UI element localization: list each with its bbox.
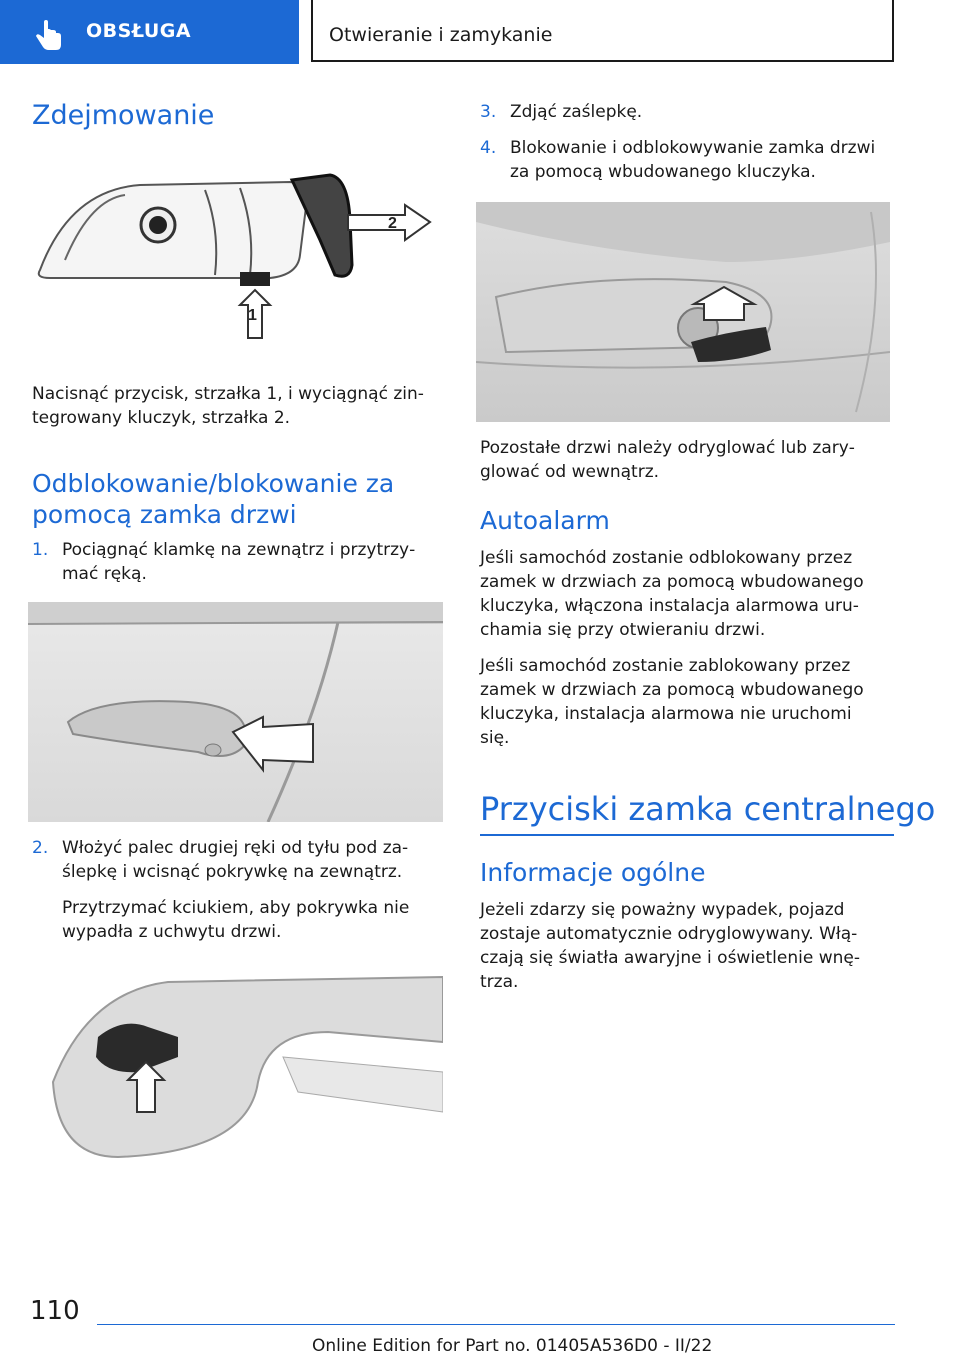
alarm-paragraph-1: Jeśli samochód zostanie odblokowany przez zamek w drzwiach za pomocą wbudowanego kluczyka, włączona instalacja alarmowa uru‐ chamia się przy otwieraniu drzwi. — [480, 548, 864, 640]
central-heading-rule — [480, 834, 894, 836]
step-4: 4. Blokowanie i odblokowywanie zamka drzwi za pomocą wbudowanego kluczyka. — [480, 138, 876, 182]
heading-central-locking: Przyciski zamka centralnego — [480, 790, 936, 828]
section-label: OBSŁUGA — [86, 20, 192, 42]
door-handle-photo — [28, 602, 443, 822]
chapter-header — [311, 0, 894, 62]
general-info-paragraph: Jeżeli zdarzy się poważny wypadek, pojazd zostaje automatycznie odryglowywany. Włą‐ czają się światła awaryjne i oświetlenie wnę‐ trza. — [480, 900, 860, 992]
press-button-paragraph: Nacisnąć przycisk, strzałka 1, i wyciągnąć zin‐ tegrowany kluczyk, strzałka 2. — [32, 384, 424, 428]
key-illustration — [30, 160, 442, 360]
edition-footer: Online Edition for Part no. 01405A536D0 - II/22 — [312, 1336, 713, 1356]
callout-2: 2 — [388, 215, 397, 232]
step-3: 3. Zdjąć zaślepkę. — [480, 102, 643, 122]
step-1: 1. Pociągnąć klamkę na zewnątrz i przytrzy‐ mać ręką. — [32, 540, 416, 584]
heading-unlock-door: Odblokowanie/blokowanie za pomocą zamka drzwi — [32, 469, 395, 529]
heading-remove: Zdejmowanie — [32, 100, 215, 131]
footer-rule — [97, 1324, 895, 1325]
door-lock-photo — [476, 202, 890, 422]
alarm-paragraph-2: Jeśli samochód zostanie zablokowany przez zamek w drzwiach za pomocą wbudowanego kluczyka, instalacja alarmowa nie uruchomi się. — [480, 656, 864, 748]
cover-cap-photo — [28, 962, 443, 1170]
hand-pointer-icon — [30, 20, 66, 52]
callout-1: 1 — [248, 307, 257, 324]
chapter-title: Otwieranie i zamykanie — [329, 24, 553, 46]
other-doors-paragraph: Pozostałe drzwi należy odryglować lub zary‐ glować od wewnątrz. — [480, 438, 855, 482]
page-number: 110 — [30, 1296, 80, 1326]
heading-autoalarm: Autoalarm — [480, 506, 610, 535]
heading-general-info: Informacje ogólne — [480, 858, 706, 887]
section-tab — [0, 0, 299, 64]
step-2: 2. Włożyć palec drugiej ręki od tyłu pod za‐ ślepkę i wcisnąć pokrywkę na zewnątrz. Przytrzymać kciukiem, aby pokrywka nie wypadła z uchwytu drzwi. — [32, 838, 410, 942]
